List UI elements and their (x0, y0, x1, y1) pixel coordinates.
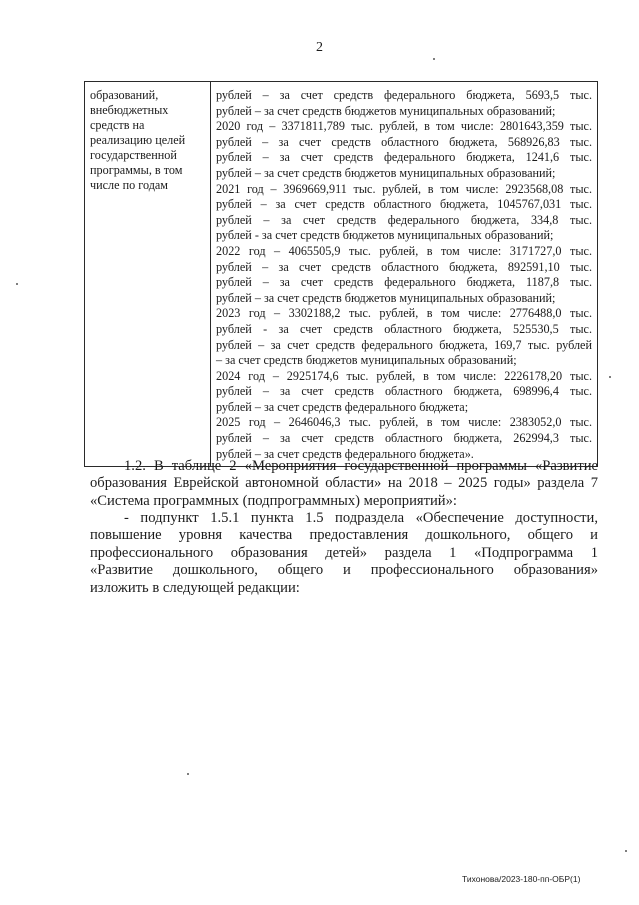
scan-speck (433, 58, 435, 60)
text-line: рублей – за счет средств бюджетов муниципальных образований; (216, 165, 556, 180)
text-line: внебюджетных (90, 103, 169, 117)
text-line: 2020 год – 3371811,789 тыс. рублей, в том числе: 2801643,359 тыс. (216, 119, 592, 134)
text-line: рублей – за счет средств федерального бюджета, 1241,6 тыс. (216, 150, 592, 165)
text-line: «Развитие дошкольного, общего и профессионального образования» (90, 562, 598, 579)
table-row (85, 82, 598, 467)
text-line: образования Еврейской автономной области» на 2018 – 2025 годы» раздела 7 (90, 475, 598, 492)
text-line: средств на (90, 118, 145, 132)
text-line: 2021 год – 3969669,911 тыс. рублей, в том числе: 2923568,08 тыс. (216, 181, 592, 196)
text-line: государственной (90, 148, 177, 162)
paragraph-table-2 (90, 458, 598, 510)
text-line: – за счет средств бюджетов муниципальных образований; (216, 353, 517, 368)
text-line: рублей - за счет средств бюджетов муниципальных образований; (216, 228, 554, 243)
text-line: повышение уровня качества предоставления дошкольного, общего и (90, 527, 598, 544)
text-line: рублей – за счет средств федерального бюджета, 5693,5 тыс. (216, 88, 592, 102)
text-line: изложить в следующей редакции: (90, 579, 300, 596)
text-line: рублей – за счет средств бюджетов муниципальных образований; (216, 103, 556, 118)
text-line: профессионального образования детей» раздела 1 «Подпрограмма 1 (90, 544, 598, 561)
table-left-cell (85, 82, 211, 467)
scan-speck (187, 773, 189, 775)
left-cell-text (90, 88, 205, 193)
text-line: программы, в том (90, 163, 183, 177)
text-line: рублей – за счет средств федерального бюджета, 334,8 тыс. (216, 212, 592, 227)
text-line: рублей - за счет средств областного бюджета, 525530,5 тыс. (216, 321, 592, 336)
text-line: рублей – за счет средств федерального бюджета, 169,7 тыс. рублей (216, 337, 592, 352)
text-line: рублей – за счет средств областного бюджета, 698996,4 тыс. (216, 384, 592, 399)
text-line: реализацию целей (90, 133, 186, 147)
page-number: 2 (316, 40, 323, 55)
table-right-cell (211, 82, 598, 467)
scan-speck (625, 850, 627, 852)
text-line: 2024 год – 2925174,6 тыс. рублей, в том числе: 2226178,20 тыс. (216, 368, 592, 383)
text-line: 2023 год – 3302188,2 тыс. рублей, в том числе: 2776488,0 тыс. (216, 306, 592, 321)
text-line: 2025 год – 2646046,3 тыс. рублей, в том числе: 2383052,0 тыс. (216, 415, 592, 430)
document-reference: Тихонова/2023-180-пп-ОБР(1) (462, 874, 581, 884)
text-line: рублей – за счет средств областного бюджета, 262994,3 тыс. (216, 431, 592, 446)
right-cell-text (216, 88, 592, 462)
text-line: рублей – за счет средств областного бюджета, 568926,83 тыс. (216, 134, 592, 149)
text-line: рублей – за счет средств федерального бюджета; (216, 399, 469, 414)
scan-speck (609, 376, 611, 378)
text-line: рублей – за счет средств федерального бюджета». (216, 446, 474, 461)
text-line: числе по годам (90, 178, 169, 192)
text-line: - подпункт 1.5.1 пункта 1.5 подраздела «Обеспечение доступности, (124, 510, 598, 526)
scan-speck (16, 283, 18, 285)
paragraph-subitem (90, 510, 598, 597)
text-line: образований, (90, 88, 159, 102)
text-line: рублей – за счет средств федерального бюджета, 1187,8 тыс. (216, 275, 592, 290)
text-line: рублей – за счет средств областного бюджета, 1045767,031 тыс. (216, 197, 592, 212)
text-line: 1.2. В таблице 2 «Мероприятия государственной программы «Развитие (124, 458, 598, 474)
text-line: 2022 год – 4065505,9 тыс. рублей, в том числе: 3171727,0 тыс. (216, 243, 592, 258)
text-line: рублей – за счет средств областного бюджета, 892591,10 тыс. (216, 259, 592, 274)
text-line: рублей – за счет средств бюджетов муниципальных образований; (216, 290, 556, 305)
funding-table (84, 81, 598, 467)
text-line: «Система программных (подпрограммных) мероприятий»: (90, 492, 457, 509)
